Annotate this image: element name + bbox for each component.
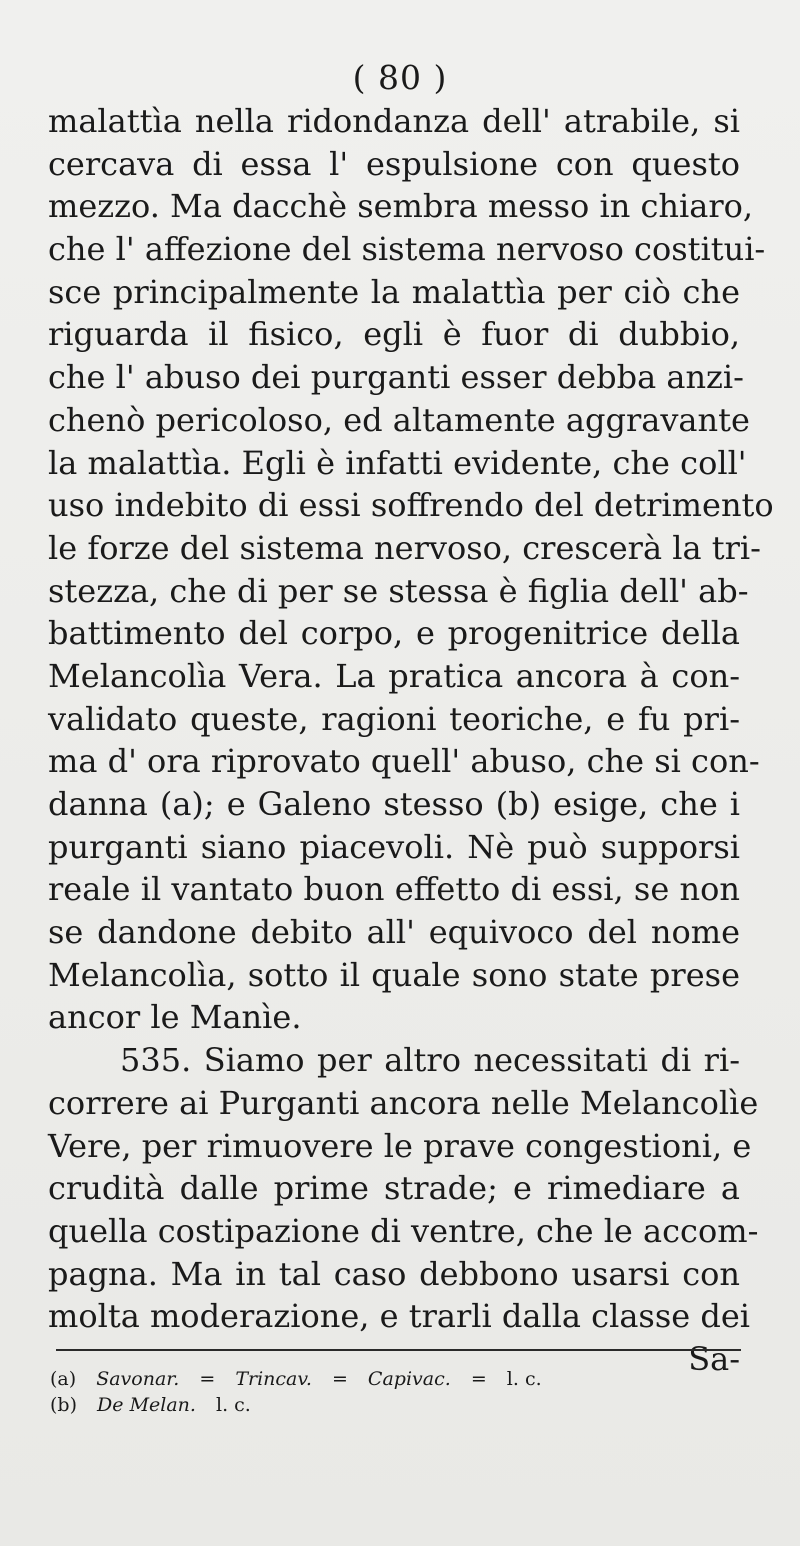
footnote-source: De Melan. [97,1394,196,1416]
text-line: molta moderazione, e trarli dalla classe dei [48,1297,751,1336]
text-line: ma d' ora riprovato quell' abuso, che si con- [48,742,760,781]
text-line: riguarda il fisico, egli è fuor di dubbio, [48,315,740,354]
text-line-paragraph-end: ancor le Manìe. [48,998,302,1037]
footnote-mark: (a) [50,1368,77,1390]
catchword: Sa- [688,1339,740,1378]
text-line: validato queste, ragioni teoriche, e fu pri- [48,699,740,738]
text-line: quella costipazione di ventre, che le accom- [48,1211,759,1250]
body-text [48,100,774,1381]
text-line: battimento del corpo, e progenitrice della [48,614,740,653]
text-line: chenò pericoloso, ed altamente aggravante [48,400,750,439]
text-line: se dandone debito all' equivoco del nome [48,913,740,952]
text-line: Vere, per rimuovere le prave congestioni, e [48,1126,752,1165]
text-line: Melancolìa, sotto il quale sono state prese [48,955,740,994]
text-line: Melancolìa Vera. La pratica ancora à con- [48,656,740,695]
text-line: la malattìa. Egli è infatti evidente, che coll' [48,443,747,482]
footnote-mark: (b) [50,1394,77,1416]
text-line: le forze del sistema nervoso, crescerà la tri- [48,528,761,567]
text-line: mezzo. Ma dacchè sembra messo in chiaro, [48,187,754,226]
text-line: purganti siano piacevoli. Nè può supporsi [48,827,740,866]
page-number: ( 80 ) [352,58,448,97]
text-line: correre ai Purganti ancora nelle Melancolìe [48,1083,759,1122]
text-line: reale il vantato buon effetto di essi, se non [48,870,740,909]
footnote-b [50,1392,610,1418]
footnote-source: Capivac. [367,1368,451,1390]
footnote-source: Savonar. [96,1368,180,1390]
text-line: danna (a); e Galeno stesso (b) esige, che i [48,785,740,823]
footnotes [50,1366,610,1418]
footnote-rule [56,1349,741,1351]
footnote-locus: l. c. [216,1394,251,1416]
text-line-paragraph-start: 535. Siamo per altro necessitati di ri- [120,1041,740,1080]
text-line: uso indebito di essi soffrendo del detrimento [48,486,774,525]
text-line: che l' abuso dei purganti esser debba anzi- [48,358,744,397]
footnote-separator: = [331,1368,348,1390]
footnote-source: Trincav. [235,1368,312,1390]
text-line: sce principalmente la malattìa per ciò che [48,272,740,311]
text-line: malattìa nella ridondanza dell' atrabile, si [48,102,740,140]
footnote-locus: l. c. [506,1368,542,1390]
text-line: che l' affezione del sistema nervoso costitui- [48,230,766,269]
footnote-separator: = [199,1368,216,1390]
footnote-separator: = [470,1368,487,1390]
text-line: pagna. Ma in tal caso debbono usarsi con [48,1254,740,1293]
text-line: stezza, che di per se stessa è figlia dell' ab- [48,571,749,610]
footnote-a [50,1366,610,1392]
text-line: crudità dalle prime strade; e rimediare a [48,1169,740,1208]
text-line: cercava di essa l' espulsione con questo [48,144,740,183]
